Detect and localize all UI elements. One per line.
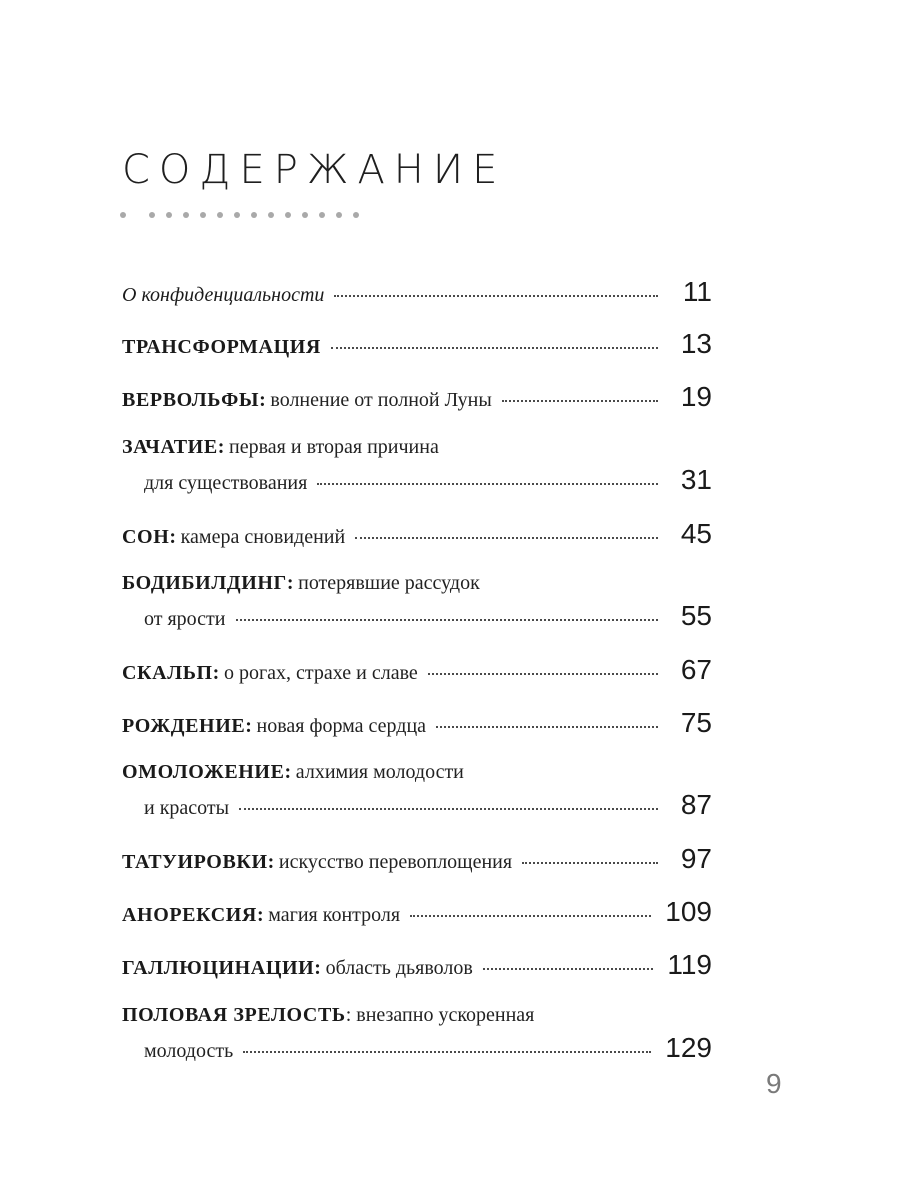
toc-entry[interactable]	[122, 654, 712, 686]
dot-leader	[334, 295, 658, 297]
toc-entry-heading: ТРАНСФОРМАЦИЯ	[122, 336, 321, 358]
toc-entry[interactable]	[122, 572, 712, 632]
dot	[251, 212, 257, 218]
dot-leader	[483, 968, 654, 970]
dot	[353, 212, 359, 218]
toc-entry-subtitle-cont: от ярости	[144, 608, 226, 630]
toc-page-number: 129	[665, 1032, 712, 1063]
toc-page-number: 19	[680, 381, 712, 412]
dot-leader	[236, 619, 659, 621]
dot-leader	[428, 673, 658, 675]
toc-entry[interactable]	[122, 1004, 712, 1064]
toc-entry-subtitle: магия контроля	[268, 904, 401, 926]
toc-entry-subtitle-cont: молодость	[144, 1040, 234, 1062]
dot	[302, 212, 308, 218]
decorative-dots	[120, 212, 359, 218]
toc-page-number: 13	[680, 328, 712, 359]
dot	[319, 212, 325, 218]
dot-leader	[522, 862, 658, 864]
dot	[149, 212, 155, 218]
toc-entry-subtitle: алхимия молодости	[295, 761, 464, 783]
toc-entry-heading: ОМОЛОЖЕНИЕ:	[122, 761, 292, 783]
toc-entry-subtitle-cont: и красоты	[144, 797, 230, 819]
toc-entry-title: О конфиденциальности	[122, 284, 325, 306]
dot-leader	[410, 915, 651, 917]
dot-leader	[317, 483, 658, 485]
toc-page-number: 97	[680, 843, 712, 874]
toc-entry-heading: СОН:	[122, 526, 177, 548]
toc-entry-subtitle: искусство перевоплощения	[278, 851, 513, 873]
toc-entry-heading: СКАЛЬП:	[122, 662, 220, 684]
toc-entry-subtitle: новая форма сердца	[256, 715, 427, 737]
toc-entry-subtitle: область дьяволов	[325, 957, 473, 979]
toc-entry[interactable]	[122, 949, 712, 981]
toc-page-number: 87	[680, 789, 712, 820]
toc-entry[interactable]	[122, 707, 712, 739]
toc-entry-heading: ТАТУИРОВКИ:	[122, 851, 275, 873]
dot-leader	[239, 808, 658, 810]
toc-entry-heading: ПОЛОВАЯ ЗРЕЛОСТЬ	[122, 1004, 346, 1026]
toc-page-number: 31	[680, 464, 712, 495]
dot	[120, 212, 126, 218]
page-title: СОДЕРЖАНИЕ	[122, 147, 507, 193]
toc-entry[interactable]	[122, 761, 712, 821]
toc-page-number: 75	[680, 707, 712, 738]
dot-leader	[331, 347, 658, 349]
toc-entry-heading: ГАЛЛЮЦИНАЦИИ:	[122, 957, 322, 979]
toc-entry-subtitle: первая и вторая причина	[229, 436, 439, 458]
dot	[268, 212, 274, 218]
toc-page-number: 55	[680, 600, 712, 631]
dot	[166, 212, 172, 218]
toc-entry[interactable]	[122, 518, 712, 550]
toc-entry-subtitle: волнение от полной Луны	[270, 389, 492, 411]
dot-leader	[502, 400, 658, 402]
dot	[200, 212, 206, 218]
page-number: 9	[766, 1068, 782, 1099]
toc-entry-heading: БОДИБИЛДИНГ:	[122, 572, 295, 594]
toc-page-number: 67	[680, 654, 712, 685]
toc-entry-heading: РОЖДЕНИЕ:	[122, 715, 253, 737]
toc-entry[interactable]	[122, 843, 712, 875]
dot	[285, 212, 291, 218]
toc-entry-subtitle-cont: для существования	[144, 472, 308, 494]
dot	[234, 212, 240, 218]
toc-page-number: 45	[680, 518, 712, 549]
toc-page-number: 11	[682, 276, 712, 307]
toc-entry[interactable]	[122, 276, 712, 308]
dot-leader	[355, 537, 658, 539]
toc-entry[interactable]	[122, 328, 712, 360]
toc-entry[interactable]	[122, 436, 712, 496]
dot-leader	[243, 1051, 651, 1053]
toc-entry-heading: ЗАЧАТИЕ:	[122, 436, 226, 458]
toc-entry-subtitle: потерявшие рассудок	[298, 572, 480, 594]
dot	[336, 212, 342, 218]
toc-entry[interactable]	[122, 896, 712, 928]
dot	[183, 212, 189, 218]
toc-entry-heading: АНОРЕКСИЯ:	[122, 904, 265, 926]
toc-entry-subtitle: о рогах, страхе и славе	[223, 662, 418, 684]
toc-entry-heading: ВЕРВОЛЬФЫ:	[122, 389, 267, 411]
toc-entry-subtitle: камера сновидений	[180, 526, 346, 548]
toc-entry-subtitle: : внезапно ускоренная	[345, 1004, 535, 1026]
dot	[217, 212, 223, 218]
toc-entry[interactable]	[122, 381, 712, 413]
toc-page-number: 109	[665, 896, 712, 927]
toc-page-number: 119	[667, 949, 712, 980]
dot-leader	[436, 726, 658, 728]
